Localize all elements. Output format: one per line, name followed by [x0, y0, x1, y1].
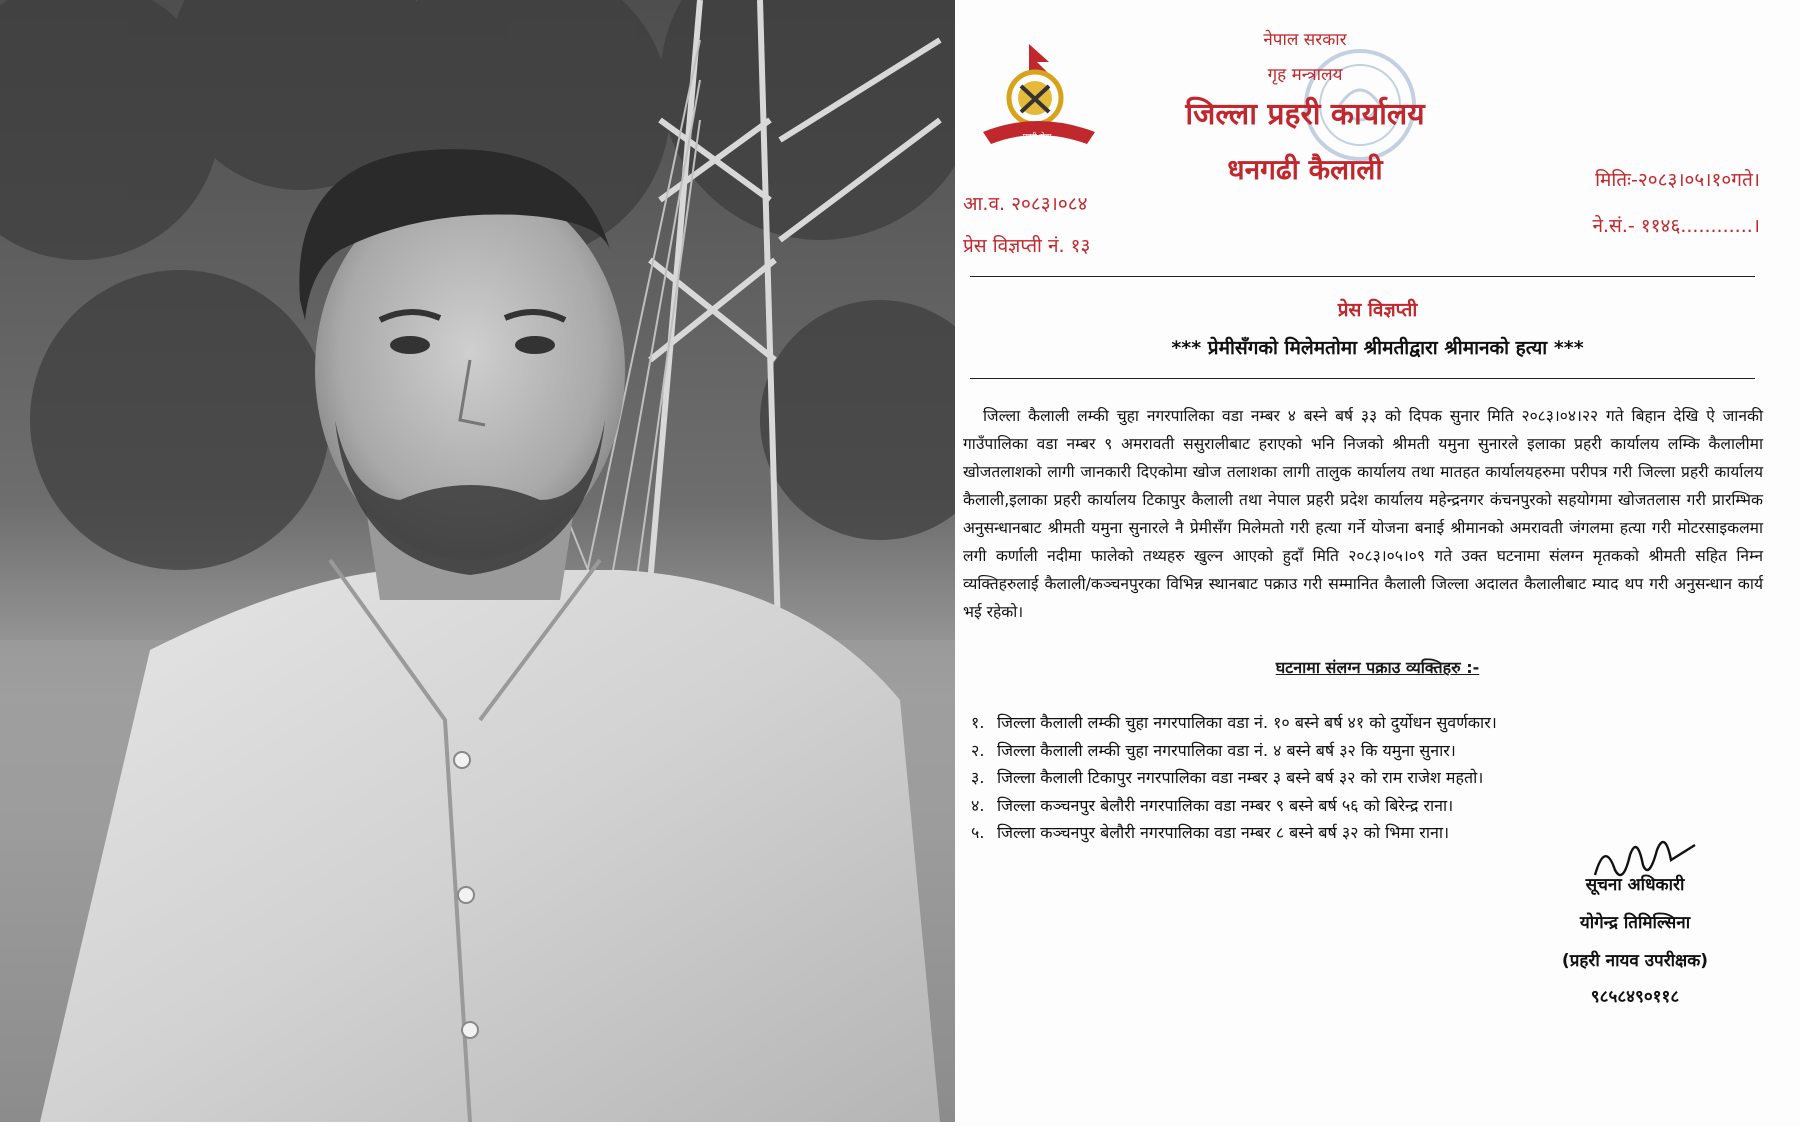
list-item: ४. जिल्ला कञ्चनपुर बेलौरी नगरपालिका वडा नम्बर ९ बस्ने बर्ष ५६ को बिरेन्द्र राना। — [971, 795, 1454, 815]
divider — [970, 276, 1755, 277]
list-item: ५. जिल्ला कञ्चनपुर बेलौरी नगरपालिका वडा नम्बर ८ बस्ने बर्ष ३२ को भिमा राना। — [971, 823, 1450, 842]
shirt — [40, 569, 940, 1122]
document-title: प्रेस विज्ञप्ती — [1337, 299, 1418, 321]
reference-number: ने.सं.- ११४६............। — [1592, 215, 1760, 237]
header-ministry: गृह मन्त्रालय — [1267, 65, 1343, 85]
fiscal-year: आ.व. २०८३।०८४ — [963, 193, 1088, 215]
divider — [970, 378, 1755, 379]
list-item: १. जिल्ला कैलाली लम्की चुहा नगरपालिका वडा नं. १० बस्ने बर्ष ४१ को दुर्योधन सुवर्णकार। — [971, 713, 1497, 732]
svg-text:प्रहरी सेवा: प्रहरी सेवा — [1022, 132, 1052, 141]
header-office: जिल्ला प्रहरी कार्यालय — [1185, 97, 1425, 132]
nepal-police-emblem-icon — [977, 40, 1101, 150]
header-government: नेपाल सरकार — [1263, 30, 1347, 50]
signatory-phone: ९८५८४९०११८ — [1590, 987, 1680, 1007]
body-paragraph: जिल्ला कैलाली लम्की चुहा नगरपालिका वडा नम्बर ४ बस्ने बर्ष ३३ को दिपक सुनार मिति २०८३।०४।२२ गते बिहान देखि ऐ जानकी गाउँपालिका वडा नम्बर ९ अमरावती ससुरालीबाट हराएको भनि निजको श्रीमती यमुना सुनारले इलाका प्रहरी कार्यालय लम्कि कैलालीमा खोजतलाशको लागी जानकारी दिएकोमा खोज तलाशका लागी तालुक कार्यालय तथा मातहत कार्यालयहरुमा परीपत्र गरी जिल्ला प्रहरी कार्यालय कैलाली,इलाका प्रहरी कार्यालय टिकापुर कैलाली तथा नेपाल प्रहरी प्रदेश कार्यालय महेन्द्रनगर कंचनपुरको सहयोगमा खोजतलास गरी प्रारम्भिक अनुसन्धानबाट श्रीमती यमुना सुनारले नै प्रेमीसँग मिलेमतो गरी हत्या गर्ने योजना बनाई श्रीमानको अमरावती जंगलमा हत्या गरी मोटरसाइकलमा लगी कर्णाली नदीमा फालेको तथ्यहरु खुल्न आएको हुदाँ मिति २०८३।०५।०९ गते उक्त घटनामा संलग्न मृतकको श्रीमती सहित निम्न व्यक्तिहरुलाई कैलाली/कञ्चनपुरका विभिन्न स्थानबाट पक्राउ गरी सम्मानित कैलाली जिल्ला अदालत कैलालीबाट म्याद थप गरी अनुसन्धान कार्य भई रहेको। — [963, 407, 1763, 621]
date: मितिः-२०८३।०५।१०गते। — [1595, 169, 1760, 191]
press-release-number: प्रेस विज्ञप्ती नं. १३ — [963, 235, 1091, 257]
headline: *** प्रेमीसँगको मिलेमतोमा श्रीमतीद्वारा श्रीमानको हत्या *** — [1171, 337, 1584, 359]
signatory-rank: (प्रहरी नायव उपरीक्षक) — [1561, 951, 1709, 971]
arrested-subheading: घटनामा संलग्न पक्राउ व्यक्तिहरु :- — [1275, 658, 1480, 677]
press-release-document — [955, 0, 1800, 1126]
list-item: २. जिल्ला कैलाली लम्की चुहा नगरपालिका वडा नं. ४ बस्ने बर्ष ३२ कि यमुना सुनार। — [971, 740, 1456, 760]
signatory-name: योगेन्द्र तिमिल्सिना — [1579, 913, 1691, 933]
signatory-role: सूचना अधिकारी — [1585, 875, 1685, 895]
list-item: ३. जिल्ला कैलाली टिकापुर नगरपालिका वडा नम्बर ३ बस्ने बर्ष ३२ को राम राजेश महतो। — [971, 768, 1484, 787]
header-location: धनगढी कैलाली — [1227, 153, 1383, 186]
